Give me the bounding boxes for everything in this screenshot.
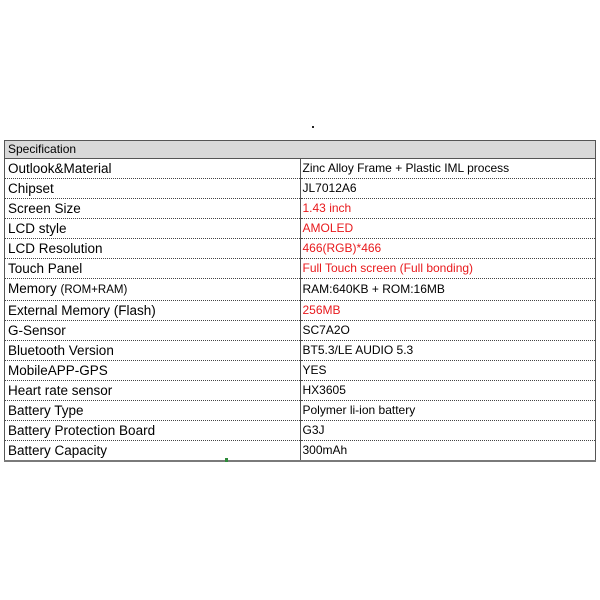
table-header-row	[5, 141, 596, 159]
row-value: Full Touch screen (Full bonding)	[300, 259, 596, 279]
row-value: G3J	[300, 421, 596, 441]
row-value: 300mAh	[300, 441, 596, 461]
row-value: 1.43 inch	[300, 199, 596, 219]
row-label: Bluetooth Version	[5, 341, 301, 361]
table-bottom-rule	[4, 460, 596, 462]
table-row	[5, 159, 596, 179]
row-value: RAM:640KB + ROM:16MB	[300, 279, 596, 301]
row-label: Touch Panel	[5, 259, 301, 279]
table-row	[5, 301, 596, 321]
table-row	[5, 361, 596, 381]
row-label: Outlook&Material	[5, 159, 301, 179]
table-row	[5, 199, 596, 219]
row-label-text: Memory	[8, 281, 57, 296]
table-row	[5, 279, 596, 301]
green-marker	[225, 458, 228, 462]
row-label-suffix: (ROM+RAM)	[60, 284, 128, 296]
table-row	[5, 341, 596, 361]
row-label	[5, 279, 301, 301]
row-label: Screen Size	[5, 199, 301, 219]
table-row	[5, 239, 596, 259]
row-label: Battery Protection Board	[5, 421, 301, 441]
table-row	[5, 381, 596, 401]
row-label: Battery Type	[5, 401, 301, 421]
row-value: JL7012A6	[300, 179, 596, 199]
row-label: Heart rate sensor	[5, 381, 301, 401]
row-label: G-Sensor	[5, 321, 301, 341]
table-row	[5, 219, 596, 239]
table-header: Specification	[5, 141, 596, 159]
row-value: 466(RGB)*466	[300, 239, 596, 259]
specification-table	[4, 140, 596, 461]
table-row	[5, 421, 596, 441]
row-label: LCD style	[5, 219, 301, 239]
table-row	[5, 321, 596, 341]
row-value: SC7A2O	[300, 321, 596, 341]
row-value: YES	[300, 361, 596, 381]
row-label: MobileAPP-GPS	[5, 361, 301, 381]
table-row	[5, 441, 596, 461]
row-label: LCD Resolution	[5, 239, 301, 259]
row-label: External Memory (Flash)	[5, 301, 301, 321]
table-row	[5, 401, 596, 421]
row-label: Battery Capacity	[5, 441, 301, 461]
table-row	[5, 259, 596, 279]
row-value: Zinc Alloy Frame + Plastic IML process	[300, 159, 596, 179]
table-row	[5, 179, 596, 199]
row-value: 256MB	[300, 301, 596, 321]
row-value: Polymer li-ion battery	[300, 401, 596, 421]
row-value: HX3605	[300, 381, 596, 401]
row-label: Chipset	[5, 179, 301, 199]
stray-dot	[312, 126, 314, 128]
row-value: AMOLED	[300, 219, 596, 239]
row-value: BT5.3/LE AUDIO 5.3	[300, 341, 596, 361]
